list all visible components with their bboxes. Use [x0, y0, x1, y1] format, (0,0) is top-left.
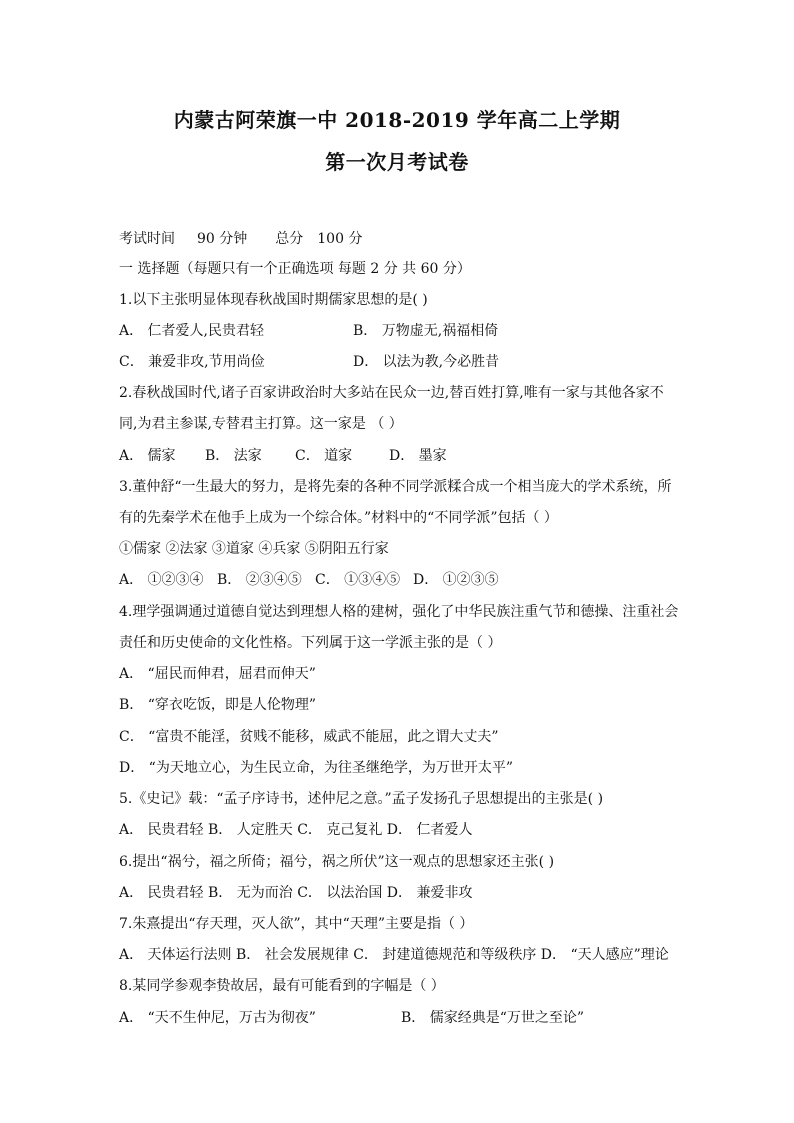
option: C． 道家 [295, 448, 353, 464]
option: B． 万物虚无,祸福相倚 [353, 323, 499, 339]
option-row: A． 民贵君轻 B． 人定胜天 C． 克己复礼 D． 仁者爱人 [119, 822, 473, 838]
question-stem: 3.董仲舒“一生最大的努力，是将先秦的各种不同学派糅合成一个相当庞大的学术系统，所 [119, 479, 672, 495]
section-heading: 一 选择题（每题只有一个正确选项 每题 2 分 共 60 分） [119, 261, 471, 277]
option: D． 以法为教,今必胜昔 [353, 354, 500, 370]
option-row: A． 天体运行法则 B． 社会发展规律 C． 封建道德规范和等级秩序 D． “天人感应”理论 [119, 947, 669, 963]
option: A． 儒家 [119, 448, 176, 464]
question-stem: 4.理学强调通过道德自觉达到理想人格的建树，强化了中华民族注重气节和德操、注重社会 [119, 604, 679, 620]
option: B． “穿衣吃饭，即是人伦物理” [119, 697, 317, 713]
option: C． 兼爱非攻,节用尚俭 [119, 354, 265, 370]
option: D． “为天地立心，为生民立命，为往圣继绝学，为万世开太平” [119, 760, 513, 776]
time-value: 90 分钟 [197, 231, 248, 247]
option: C． ①③④⑤ [315, 572, 401, 588]
score-value: 100 分 [317, 231, 363, 247]
option-row: A． 民贵君轻 B． 无为而治 C． 以法治国 D． 兼爱非攻 [119, 885, 473, 901]
time-label: 考试时间 [119, 231, 175, 247]
question-stem: 责任和历史使命的文化性格。下列属于这一学派主张的是（ ） [119, 635, 502, 651]
option-row [119, 570, 689, 590]
question-items: ①儒家 ②法家 ③道家 ④兵家 ⑤阴阳五行家 [119, 541, 389, 557]
option: A． “天不生仲尼，万古为彻夜” [119, 1010, 316, 1026]
option: A． “屈民而伸君，屈君而伸天” [119, 666, 316, 682]
option: B． 儒家经典是“万世之至论” [401, 1010, 585, 1026]
question-stem: 有的先秦学术在他手上成为一个综合体。”材料中的“不同学派”包括（ ） [119, 510, 558, 526]
question-stem: 7.朱熹提出“存天理，灭人欲”，其中“天理”主要是指（ ） [119, 916, 474, 932]
option: B． 法家 [205, 448, 262, 464]
exam-title-line1: 内蒙古阿荣旗一中 2018-2019 学年高二上学期 [173, 108, 621, 132]
option: C． “富贵不能淫，贫贱不能移，威武不能屈，此之谓大丈夫” [119, 729, 499, 745]
option: D． ①②③⑤ [413, 572, 499, 588]
question-stem: 5.《史记》载：“孟子序诗书，述仲尼之意。”孟子发扬孔子思想提出的主张是( ) [119, 791, 604, 807]
exam-info [119, 229, 689, 249]
option-row [119, 446, 689, 466]
option: A． ①②③④ [119, 572, 204, 588]
option: D． 墨家 [389, 448, 447, 464]
question-stem: 同,为君主参谋,专替君主打算。这一家是 （ ） [119, 416, 403, 432]
option: A． 仁者爱人,民贵君轻 [119, 323, 265, 339]
question-stem: 6.提出“祸兮，福之所倚；福兮，祸之所伏”这一观点的思想家还主张( ) [119, 854, 555, 870]
score-label: 总分 [275, 231, 304, 247]
option-row [119, 352, 689, 372]
option-row [119, 1008, 689, 1028]
option: B． ②③④⑤ [217, 572, 302, 588]
question-stem: 8.某同学参观李贽故居，最有可能看到的字幅是（ ） [119, 978, 445, 994]
option-row [119, 321, 689, 341]
question-stem: 1.以下主张明显体现春秋战国时期儒家思想的是( ) [119, 292, 428, 308]
question-stem: 2.春秋战国时代,诸子百家讲政治时大多站在民众一边,替百姓打算,唯有一家与其他各家不 [119, 385, 664, 401]
exam-title-line2: 第一次月考试卷 [325, 150, 469, 174]
